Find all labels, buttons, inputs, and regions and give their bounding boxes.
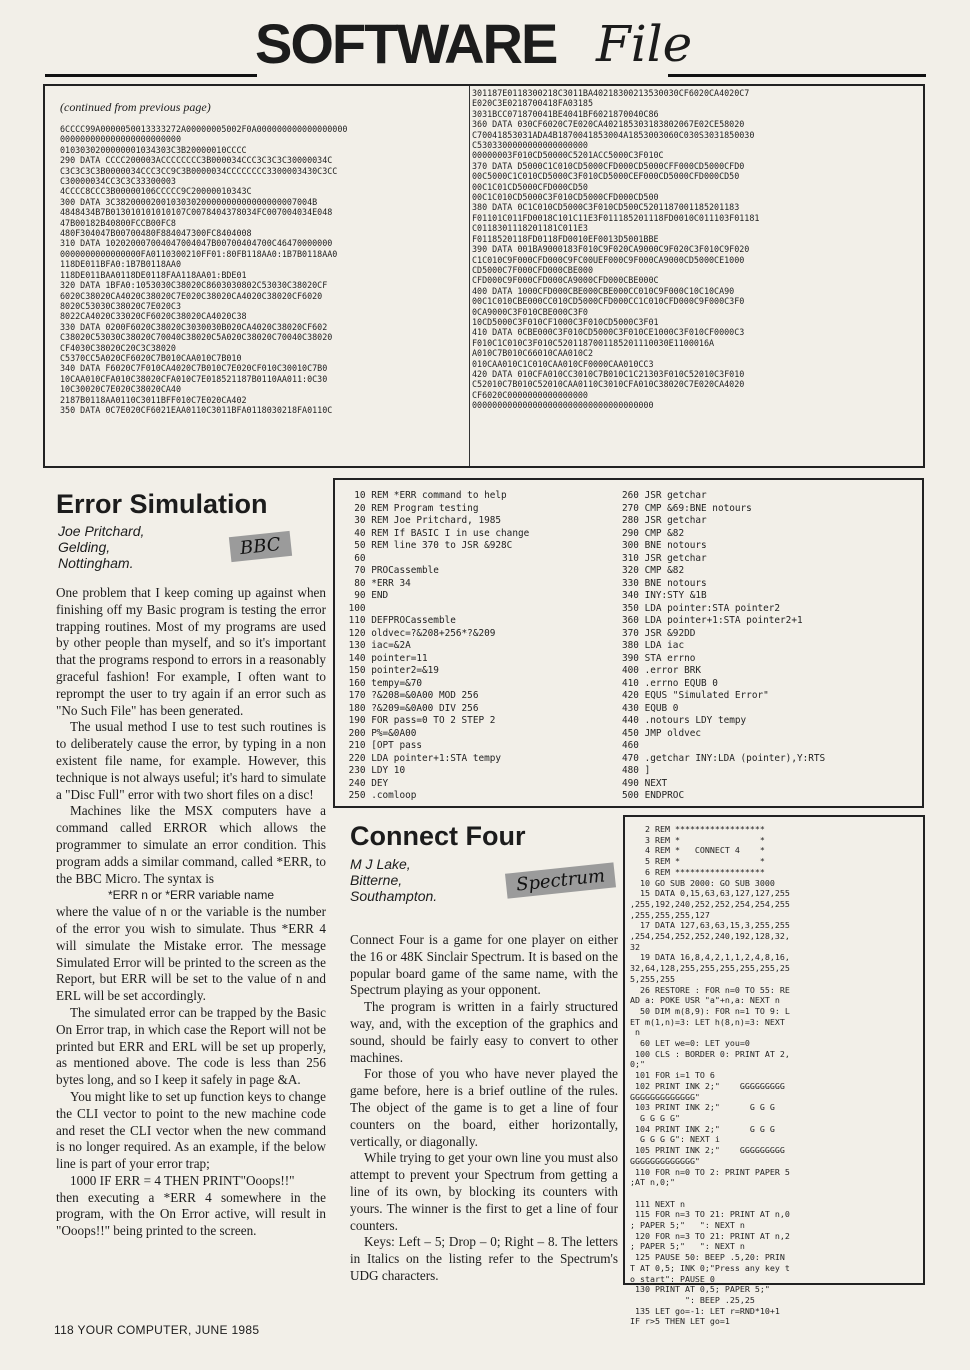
listing-line: 330 DATA 0200F6020C38020C3030030B020CA4020C38020CF602 [60, 321, 328, 332]
listing-line: n [630, 1027, 640, 1038]
paragraph: The simulated error can be trapped by the Basic On Error trap, in which case the Report will not be printed but ERR and ERL will be set up properly, as mentioned above. The code is less than 256 bytes long, and so I keep it safely in page &A. [56, 1004, 326, 1088]
listing-line: C0118301118201181C011E3 [472, 223, 588, 234]
listing-line: 00C5000C1C010CD5000C3F010CD5000CEF000CD5000CFD000CD50 [472, 171, 740, 182]
listing-line: 2187B0118AA0110C3011BFF010C7E020CA402 [60, 394, 247, 405]
author-town: Bitterne, [350, 872, 403, 888]
listing-line [630, 1188, 922, 1199]
machine-badge-bbc: BBC [229, 531, 292, 562]
paragraph: Keys: Left – 5; Drop – 0; Right – 8. The letters in Italics on the listing refer to the Spectrum's UDG characters. [350, 1234, 618, 1283]
listing-line: 380 LDA iac [622, 640, 685, 651]
listing-line: C52010C7B010C52010CAA0110C3010CFA010C38020C7E020CA4020 [472, 379, 745, 390]
listing-line: 230 LDY 10 [343, 765, 406, 776]
listing-line: C70041853031ADA4B1870041853004A1853003060C030S3031850030 [472, 129, 755, 140]
author-name: M J Lake, [350, 856, 411, 872]
listing-line: F0118520118FD0118FD0010EF0013D5001BBE [472, 233, 659, 244]
listing-line: 440 .notours LDY tempy [622, 715, 747, 726]
listing-line: ; PAPER 5;" ": NEXT n [630, 1220, 745, 1231]
listing-line: C5303300000000000000000 [472, 140, 588, 151]
listing-line: 250 .comloop [343, 790, 417, 801]
listing-line: 120 oldvec=?&208+256*?&209 [343, 627, 496, 639]
listing-line: 000000000000000000000000000000000000 [472, 400, 654, 411]
listing-line: 480F304047B00700480F884047300FC8404008 [60, 228, 252, 239]
page-footer: 118 YOUR COMPUTER, JUNE 1985 [54, 1323, 260, 1337]
listing-line: 310 DATA 102020007004047004047B00700404700C46470000000 [60, 238, 333, 249]
error-listing-right [622, 490, 825, 803]
listing-line: 5,255,255 [630, 973, 675, 984]
listing-line: 10 GO SUB 2000: GO SUB 3000 [630, 877, 775, 888]
listing-line: 50 DIM m(8,9): FOR n=1 TO 9: L [630, 1005, 790, 1016]
listing-line: 100 [343, 602, 366, 614]
listing-line: 8022CA4020C33020CF6020C38020CA4020C38 [60, 311, 247, 322]
listing-line: 00C1C010CBE000CC010CD5000CFD000CC1C010CFD000C9F000C3F0 [472, 296, 745, 307]
listing-line: 40 REM If BASIC I in use change [343, 527, 530, 539]
listing-line: 010CAA010C1C010CAA010CF0000CAA010CC3 [472, 358, 654, 369]
listing-line: 500 ENDPROC [622, 790, 685, 801]
listing-line: 26 RESTORE : FOR n=0 TO 55: RE [630, 984, 790, 995]
listing-line: 104 PRINT INK 2;" G G G [630, 1123, 775, 1134]
syntax-line: *ERR n or *ERR variable name [107, 888, 275, 903]
listing-line: 170 ?&208=&0A00 MOD 256 [343, 690, 479, 701]
listing-line: 100 CLS : BORDER 0: PRINT AT 2, [630, 1048, 790, 1059]
listing-line: 340 DATA F6020C7F010CA4020C7B010C7E020CF010C30010C7B0 [60, 363, 328, 374]
listing-line: 390 STA errno [622, 652, 696, 664]
code-example: 1000 IF ERR = 4 THEN PRINT"Ooops!!" [70, 1172, 295, 1188]
listing-line: 10CD5000C3F010CF1000C3F010CD5000C3F01 [472, 316, 659, 327]
listing-line: CD5000C7F000CFD000CBE000 [472, 264, 594, 275]
listing-line: 420 EQUS "Simulated Error" [622, 690, 769, 701]
listing-line: 290 CMP &82 [622, 527, 685, 539]
listing-line: 490 NEXT [622, 777, 668, 789]
listing-line: 3 REM * * [630, 834, 765, 845]
hex-data-listing-right [472, 88, 922, 411]
paragraph: then executing a *ERR 4 somewhere in the program, with the On Error active, will result in "Ooops!!" being printed to the screen. [56, 1189, 326, 1239]
listing-line: 32 [630, 941, 640, 952]
listing-line: C30000034CC3C3C33300003 [60, 176, 176, 187]
listing-line: ;AT n,0;" [630, 1177, 675, 1188]
listing-line: CFD000C9F000CFD000CA9000CFD000CBE000C [472, 275, 659, 286]
listing-line: 102 PRINT INK 2;" GGGGGGGGG [630, 1080, 785, 1091]
listing-line: 160 tempy=&70 [343, 677, 423, 689]
listing-line: 360 LDA pointer+1:STA pointer2+1 [622, 615, 803, 626]
listing-line: 320 DATA 1BFA0:1053030C38020C8603030802C53030C38020CF [60, 280, 328, 291]
listing-line: 60 [343, 552, 366, 564]
listing-line: 6CCCC99A0000050013333272A00000005002F0A000000000000000000 [60, 124, 348, 134]
listing-line: 120 FOR n=3 TO 21: PRINT AT n,2 [630, 1230, 790, 1241]
listing-line: CF4030C38020C20C3C38020 [60, 342, 176, 353]
listing-line: A010C7B010C66010CAA010C2 [472, 348, 594, 359]
listing-line: 60 LET we=0: LET you=0 [630, 1038, 750, 1049]
listing-line: 240 DEY [343, 777, 389, 789]
listing-line: 103 PRINT INK 2;" G G G [630, 1102, 775, 1113]
listing-line: 470 .getchar INY:LDA (pointer),Y:RTS [622, 752, 826, 764]
listing-line: 380 DATA 0C1C010CD5000C3F010CD500C5201187001185201183 [472, 202, 740, 213]
listing-line: 110 DEFPROCassemble [343, 615, 456, 626]
listing-line: F01101C011FD0018C101C11E3F011185201118FD0010C011103F01181 [472, 212, 760, 223]
listing-line: 8020C53030C38020C7E020C3 [60, 300, 182, 311]
paragraph: Machines like the MSX computers have a command called ERROR which allows the programmer to simulate an error condition. This program adds a similar command, called *ERR, to the BBC Micro. The syntax is [56, 803, 326, 886]
author-county: Nottingham. [58, 555, 134, 571]
listing-line: GGGGGGGGGGGGG" [630, 1155, 700, 1166]
listing-line: 101 FOR i=1 TO 6 [630, 1070, 715, 1081]
listing-line: 4848434B7B013010101010107C0078404378034FC007004034E048 [60, 207, 333, 218]
listing-line: 180 ?&209=&0A00 DIV 256 [343, 702, 479, 714]
listing-line: C1C010C9F000CFD000C9FC00UEF000C9F000CA9000CD5000CE1000 [472, 254, 745, 265]
listing-line: 450 JMP oldvec [622, 727, 702, 739]
listing-line: 15 DATA 0,15,63,63,127,127,255 [630, 888, 790, 899]
listing-line: 390 DATA 001BA9000183F010C9F020CA9000C9F020C3F010C9F020 [472, 244, 750, 255]
listing-line: 4 REM * CONNECT 4 * [630, 845, 765, 856]
listing-line: 0CA9000C3F010CBE000C3F0 [472, 306, 588, 317]
listing-line: 30 REM Joe Pritchard, 1985 [343, 515, 502, 526]
hex-data-listing-left [60, 124, 465, 415]
listing-line: o start": PAUSE 0 [630, 1273, 715, 1284]
listing-line: 300 DATA 3C382000020010303020000000000000000007004B [60, 196, 318, 207]
listing-line: 190 FOR pass=0 TO 2 STEP 2 [343, 715, 496, 726]
error-article-title: Error Simulation [56, 489, 268, 519]
listing-line: 110 FOR n=0 TO 2: PRINT PAPER 5 [630, 1166, 790, 1177]
listing-line: 260 JSR getchar [622, 490, 707, 501]
listing-line: 10 REM *ERR command to help [343, 490, 507, 501]
listing-line: 70 PROCassemble [343, 565, 439, 576]
listing-line: 370 JSR &92DD [622, 627, 696, 639]
listing-line: 360 DATA 030CF6020C7E020CA402185303183802067E02CE58020 [472, 119, 745, 130]
listing-line: F010C1C010C3F010C5201187001185201110030E1100016A [472, 337, 715, 348]
connect-article-body [350, 932, 618, 1285]
listing-line: 140 pointer=11 [343, 652, 428, 664]
listing-line: 460 [622, 740, 639, 751]
listing-line: 310 JSR getchar [622, 552, 707, 564]
listing-line: 5 REM * * [630, 856, 765, 867]
listing-line: 0103030200000001034303C3B20000010CCCC [60, 144, 247, 155]
listing-line: 150 pointer2=&19 [343, 665, 439, 676]
listing-line: 410 .errno EQUB 0 [622, 677, 718, 689]
listing-line: 90 END [343, 590, 389, 601]
listing-line: ,255,192,240,252,252,254,254,255 [630, 898, 790, 909]
author-name: Joe Pritchard, [58, 523, 145, 539]
listing-line: GGGGGGGGGGGGG" [630, 1091, 700, 1102]
listing-line: AD a: POKE USR "a"+n,a: NEXT n [630, 995, 780, 1006]
listing-line: 3031BCC071870041BE4041BF6021870040C86 [472, 108, 659, 119]
listing-line: 340 INY:STY &1B [622, 590, 707, 601]
listing-line: ": BEEP .25,25 [630, 1294, 755, 1305]
listing-line: 32,64,128,255,255,255,255,255,25 [630, 963, 790, 974]
listing-line: 270 CMP &69:BNE notours [622, 502, 752, 514]
listing-line: 130 PRINT AT 0,5; PAPER 5;" [630, 1284, 770, 1295]
listing-line: G G G G" [630, 1112, 680, 1123]
listing-column-divider [469, 86, 470, 466]
page-title-script: File [596, 15, 693, 73]
listing-line: 480 ] [622, 765, 651, 776]
listing-line: 111 NEXT n [630, 1198, 685, 1209]
connect-article-author [350, 856, 437, 904]
listing-line: 430 EQUB 0 [622, 702, 679, 714]
listing-line: 0000000000000000FA0110300210FF01:80FB118AA0:1B7B0118AA0 [60, 248, 338, 259]
listing-line: 125 PAUSE 50: BEEP .5,20: PRIN [630, 1252, 785, 1263]
listing-line: 280 JSR getchar [622, 515, 707, 526]
listing-line: 301187E0118300218C3011BA40218300213530030CF6020CA4020C7 [472, 88, 750, 98]
listing-line: IF r>5 THEN LET go=1 [630, 1316, 730, 1327]
listing-line: 420 DATA 010CFA010CC3010C7B010C1C21303F010C52010C3F010 [472, 368, 745, 379]
connect-article-title: Connect Four [350, 821, 526, 851]
listing-line: 320 CMP &82 [622, 565, 685, 576]
author-town: Gelding, [58, 539, 111, 555]
listing-line: 370 DATA D5000C1C010CD5000CFD000CD5000CFF000CD5000CFD0 [472, 160, 745, 171]
listing-line: 0;" [630, 1059, 645, 1070]
listing-line: 00C1C010CD5000C3F010CD5000CFD000CD500 [472, 192, 659, 203]
listing-line: 400 DATA 1000CFD000CBE000CBE000CC010C9F000C10C10CA90 [472, 285, 735, 296]
listing-line: 290 DATA CCCC200003ACCCCCCCC3B000034CCC3C3C3C30000034C [60, 155, 333, 166]
continued-note: (continued from previous page) [60, 100, 211, 114]
header-rule-right [668, 74, 926, 77]
listing-line: 105 PRINT INK 2;" GGGGGGGGG [630, 1145, 785, 1156]
error-listing-left [343, 490, 529, 803]
paragraph: where the value of n or the variable is the number of the error you wish to simulate. Thus *ERR 4 will simulate the Mistake error. The message Simulated Error will be printed to the screen as the Report, but ERR will be set to the value of n and ERL will be set accordingly. [56, 904, 326, 1004]
machine-badge-spectrum: Spectrum [505, 862, 616, 898]
listing-line: T AT 0,5; INK 0;"Press any key t [630, 1262, 790, 1273]
listing-line: ; PAPER 5;" ": NEXT n [630, 1241, 745, 1252]
connect-four-listing [630, 824, 922, 1327]
listing-line: 200 P%=&0A00 [343, 727, 417, 739]
listing-line: CF6020C0000000000000000 [472, 389, 588, 400]
listing-line: 210 [OPT pass [343, 740, 423, 751]
listing-line: 130 iac=&2A [343, 640, 411, 651]
paragraph: You might like to set up function keys to change the CLI vector to point to the new machine code and reset the CLI vector when the new command is no longer required. As an example, if the below line is part of your error trap; [56, 1088, 326, 1172]
listing-line: C5370CC5A020CF6020C7B010CAA010C7B010 [60, 352, 242, 363]
listing-line: 4CCCC8CCC3B00000106CCCCC9C20000010343C [60, 186, 252, 197]
listing-line: 00000003F010CD50000C5201ACC5000C3F010C [472, 150, 664, 161]
listing-line: 115 FOR n=3 TO 21: PRINT AT n,0 [630, 1209, 790, 1220]
paragraph: One problem that I keep coming up against when finishing off my Basic program is testing the error trapping routines. Most of my programs are used by other people than myself, and so it's important that the programs respond to errors in a reasonably graceful fashion! For example, I often want to reprompt the user to try again if an error such as "No Such File" has been generated. [56, 585, 326, 718]
paragraph: The program is written in a fairly structured way, and, with the exception of the graphics and sound, should be fairly easy to convert to other machines. [350, 999, 618, 1065]
listing-line: 6020C38020CA4020C38020C7E020C38020CA4020C38020CF6020 [60, 290, 323, 301]
author-city: Southampton. [350, 888, 438, 904]
error-article-author [58, 523, 144, 571]
listing-line: E020C3E0218700418FA03185 [472, 98, 594, 109]
listing-line: 00C1C01CD5000CFD000CD50 [472, 181, 588, 192]
listing-line: 118DE011BAA0118DE0118FAA118AA01:BDE01 [60, 269, 247, 280]
paragraph: While trying to get your own line you must also attempt to prevent your Spectrum from getting a line of its own, by blocking its counters with yours. The winner is the first to get a line of four counters. [350, 1150, 618, 1233]
listing-line: 17 DATA 127,63,63,15,3,255,255 [630, 920, 790, 931]
listing-line: C3C3C3C3B0000034CCC3CC9C3B0000034CCCCCCCC3300003430C3CC [60, 165, 338, 176]
paragraph: Connect Four is a game for one player on either the 16 or 48K Sinclair Spectrum. It is based on the popular board game of the same name, with the Spectrum playing as your opponent. [350, 932, 618, 998]
listing-line: G G G G": NEXT i [630, 1134, 720, 1145]
listing-line: ET m(1,n)=3: LET h(8,n)=3: NEXT [630, 1016, 785, 1027]
listing-line: 2 REM ****************** [630, 824, 765, 834]
listing-line: 300 BNE notours [622, 540, 707, 551]
listing-line: 000000000000000000000000 [60, 134, 182, 145]
error-article-body [56, 585, 326, 1240]
listing-line: 19 DATA 16,8,4,2,1,1,2,4,8,16, [630, 952, 790, 963]
listing-line: 220 LDA pointer+1:STA tempy [343, 752, 502, 764]
listing-line: 10CAA010CFA010C38020CFA010C7E018521187B0110AA011:0C30 [60, 373, 328, 384]
listing-line: 350 DATA 0C7E020CF6021EAA0110C3011BFA0118030218FA0110C [60, 404, 333, 415]
listing-line: C38020C53030C38020C70040C38020C5A020C38020C70040C38020 [60, 332, 333, 343]
paragraph: The usual method I use to test such routines is to deliberately cause the error, by typing in a non existent file name, for example. However, this technique is not always useful; it's hard to simulate a "Disc Full" error with two short files on a disc! [56, 719, 326, 802]
listing-line: 135 LET go=-1: LET r=RND*10+1 [630, 1305, 780, 1316]
page-title: SOFTWARE [255, 12, 557, 75]
listing-line: 80 *ERR 34 [343, 577, 411, 589]
listing-line: 350 LDA pointer:STA pointer2 [622, 602, 781, 614]
listing-line: ,255,255,255,127 [630, 909, 710, 920]
listing-line: 410 DATA 0CBE000C3F010CD5000C3F010CE1000C3F010CF0000C3 [472, 327, 745, 338]
listing-line: ,254,254,252,252,240,192,128,32, [630, 931, 790, 942]
listing-line: 6 REM ****************** [630, 866, 765, 877]
listing-line: 400 .error BRK [622, 665, 702, 676]
listing-line: 118DE011BFA0:1B7B0118AA0 [60, 259, 182, 270]
listing-line: 20 REM Program testing [343, 502, 479, 514]
paragraph: For those of you who have never played the game before, here is a brief outline of the rules. The object of the game is to get a line of four counters on the board, either horizontally, vertically, or diagonally. [350, 1066, 618, 1149]
listing-line: 330 BNE notours [622, 577, 707, 589]
header-rule-left [45, 74, 257, 77]
listing-line: 10C30020C7E020C38020CA40 [60, 384, 182, 395]
listing-line: 47B00182B40800FCCB00FC8 [60, 217, 176, 228]
listing-line: 50 REM line 370 to JSR &928C [343, 540, 513, 551]
